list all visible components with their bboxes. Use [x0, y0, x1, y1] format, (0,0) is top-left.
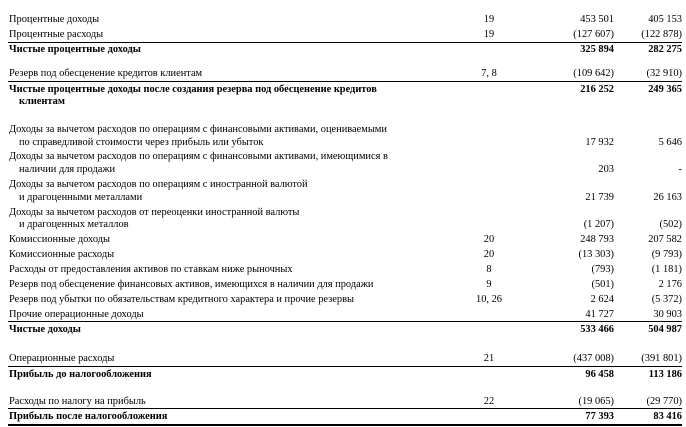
row-note: 9: [486, 279, 492, 290]
row-value-current: 2 624: [590, 294, 614, 305]
row-value-prior: 5 646: [658, 137, 682, 148]
row-label: Комиссионные доходы: [9, 234, 111, 245]
row-note: 19: [483, 29, 495, 40]
row-value-prior: 83 416: [653, 411, 682, 422]
row-value-current: 216 252: [580, 84, 614, 95]
row-label-line2: и драгоценных металлов: [19, 219, 129, 230]
row-value-prior: 30 903: [653, 309, 682, 320]
row-value-current: 21 739: [585, 192, 614, 203]
row-label-line2: по справедливой стоимости через прибыль или убыток: [19, 137, 264, 148]
divider: [8, 321, 682, 322]
row-note: 7, 8: [481, 68, 497, 79]
row-label: Доходы за вычетом расходов от переоценки иностранной валюты: [9, 207, 300, 218]
row-label: Комиссионные расходы: [9, 249, 115, 260]
row-value-current: (793): [591, 264, 614, 275]
row-value-prior: (9 793): [651, 249, 682, 260]
row-value-prior: (122 878): [641, 29, 682, 40]
row-value-current: 96 458: [585, 369, 614, 380]
row-label: Прибыль до налогообложения: [9, 369, 152, 380]
row-note: 22: [483, 396, 495, 407]
row-note: 21: [483, 353, 495, 364]
row-value-current: 533 466: [580, 324, 614, 335]
row-label: Процентные расходы: [9, 29, 104, 40]
row-value-prior: 249 365: [648, 84, 682, 95]
row-label: Процентные доходы: [9, 14, 100, 25]
row-value-current: 325 894: [580, 44, 614, 55]
row-label: Расходы по налогу на прибыль: [9, 396, 146, 407]
row-label: Резерв под обесценение финансовых активов, имеющихся в наличии для продажи: [9, 279, 374, 290]
row-value-current: 453 501: [580, 14, 614, 25]
row-value-prior: 2 176: [658, 279, 682, 290]
divider: [8, 366, 682, 367]
row-label: Операционные расходы: [9, 353, 115, 364]
row-label-line2: наличии для продажи: [19, 164, 116, 175]
row-label: Чистые процентные доходы после создания резерва под обесценение кредитов: [9, 84, 377, 95]
row-label: Доходы за вычетом расходов по операциям с финансовыми активами, имеющимися в: [9, 151, 388, 162]
divider: [8, 408, 682, 409]
row-value-prior: (32 910): [646, 68, 682, 79]
row-note: 8: [486, 264, 492, 275]
row-value-current: 41 727: [585, 309, 614, 320]
row-label-line2: клиентам: [19, 96, 65, 107]
row-label: Расходы от предоставления активов по ставкам ниже рыночных: [9, 264, 293, 275]
row-label: Чистые доходы: [9, 324, 81, 335]
row-value-prior: (29 770): [646, 396, 682, 407]
row-label: Резерв под обесценение кредитов клиентам: [9, 68, 203, 79]
row-value-current: (501): [591, 279, 614, 290]
row-value-current: (437 008): [573, 353, 614, 364]
double-rule: [8, 424, 682, 426]
row-note: 20: [483, 249, 495, 260]
row-value-current: (109 642): [573, 68, 614, 79]
row-label: Прибыль после налогообложения: [9, 411, 168, 422]
row-value-prior: 282 275: [648, 44, 682, 55]
row-value-current: 17 932: [585, 137, 614, 148]
row-note: 19: [483, 14, 495, 25]
row-value-prior: 26 163: [653, 192, 682, 203]
row-label: Прочие операционные доходы: [9, 309, 144, 320]
row-value-current: (19 065): [578, 396, 614, 407]
row-label: Доходы за вычетом расходов по операциям с иностранной валютой: [9, 179, 308, 190]
row-value-prior: 113 186: [648, 369, 682, 380]
divider: [8, 81, 682, 82]
row-value-prior: 207 582: [648, 234, 682, 245]
row-note: 10, 26: [476, 294, 502, 305]
row-note: 20: [483, 234, 495, 245]
row-value-prior: (1 181): [651, 264, 682, 275]
row-value-current: (1 207): [583, 219, 614, 230]
row-value-current: (127 607): [573, 29, 614, 40]
row-value-current: (13 303): [578, 249, 614, 260]
row-value-prior: (391 801): [641, 353, 682, 364]
row-value-prior: (5 372): [651, 294, 682, 305]
row-value-current: 77 393: [585, 411, 614, 422]
row-value-current: 203: [598, 164, 614, 175]
row-value-prior: 504 987: [648, 324, 682, 335]
row-label: Резерв под убытки по обязательствам кредитного характера и прочие резервы: [9, 294, 354, 305]
divider: [8, 42, 682, 43]
row-value-prior: (502): [659, 219, 682, 230]
row-value-prior: -: [678, 164, 682, 175]
row-value-current: 248 793: [580, 234, 614, 245]
row-label: Чистые процентные доходы: [9, 44, 141, 55]
row-label-line2: и драгоценными металлами: [19, 192, 143, 203]
row-label: Доходы за вычетом расходов по операциям с финансовыми активами, оцениваемыми: [9, 124, 387, 135]
row-value-prior: 405 153: [648, 14, 682, 25]
